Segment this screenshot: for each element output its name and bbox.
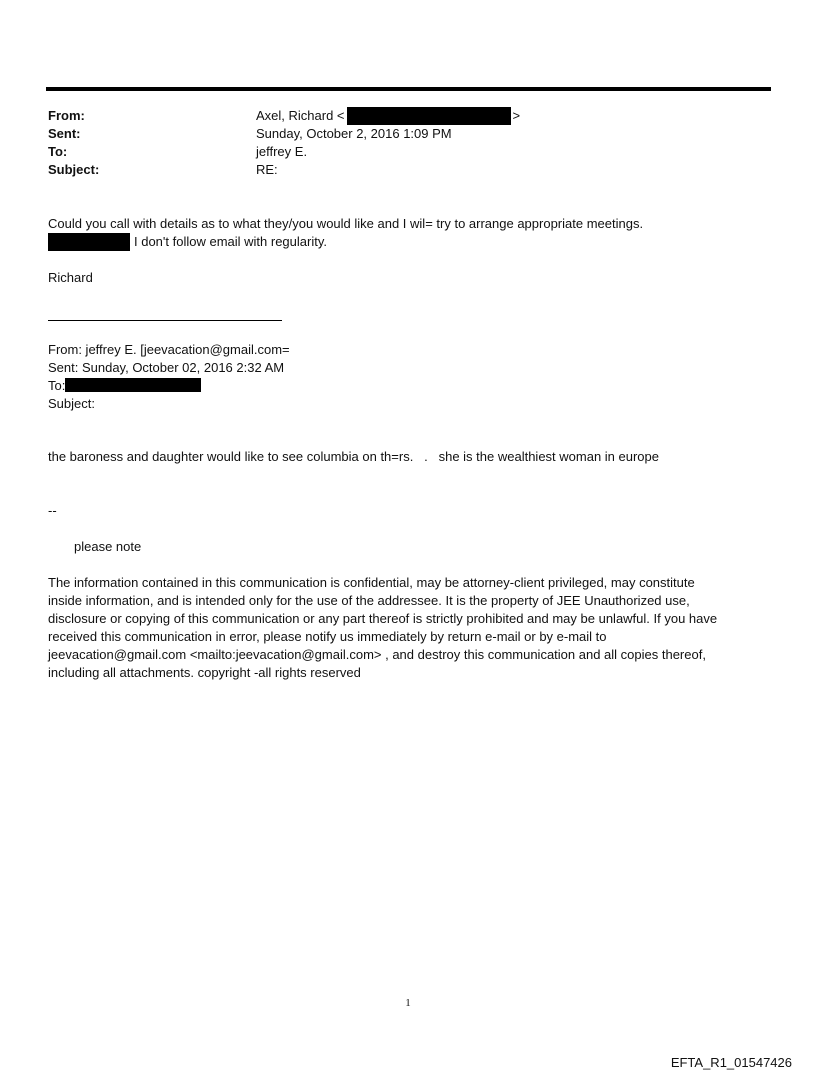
quoted-to-label: To: [48,378,66,393]
please-note-text: please note [74,539,142,554]
to-label: To: [48,144,68,159]
sent-row [48,125,768,143]
reply-line-2-text: I don't follow email with regularity. [134,234,327,249]
disclaimer-line-2: inside information, and is intended only for the use of the addressee. It is the property of JEE Unauthorized use, [48,593,690,608]
disclaimer-line-4: received this communication in error, please notify us immediately by return e-mail or by e-mail to [48,629,607,644]
sent-value: Sunday, October 2, 2016 1:09 PM [256,126,452,141]
quoted-to [48,377,768,395]
subject-label: Subject: [48,162,100,177]
quoted-message-text: the baroness and daughter would like to see columbia on th=rs. . she is the wealthiest woman in europe [48,449,659,464]
redaction-box [48,233,130,251]
redaction-box [347,107,511,125]
to-value: jeffrey E. [256,144,308,159]
quoted-header [48,341,768,413]
to-row [48,143,768,161]
email-header [48,107,768,179]
header-rule [46,87,771,91]
from-value [256,107,520,125]
disclaimer-line-6: including all attachments. copyright -all rights reserved [48,665,361,680]
signature [48,269,768,287]
quoted-subject: Subject: [48,396,95,411]
from-value-end: > [512,108,521,123]
quoted-from: From: jeffrey E. [jeevacation@gmail.com= [48,342,290,357]
redaction-box [65,378,201,392]
page-number: 1 [405,997,411,1009]
separator-line [48,320,282,321]
please-note [74,538,794,556]
from-row [48,107,768,125]
subject-value: RE: [256,162,278,177]
sent-label: Sent: [48,126,81,141]
disclaimer-line-5: jeevacation@gmail.com <mailto:jeevacation@gmail.com> , and destroy this communication and all copies thereof, [48,647,706,662]
document-id: EFTA_R1_01547426 [670,1055,792,1070]
disclaimer [48,574,760,682]
sig-dashes: -- [48,503,57,518]
reply-line-1: Could you call with details as to what they/you would like and I wil= try to arrange appropriate meetings. [48,216,644,231]
disclaimer-line-1: The information contained in this communication is confidential, may be attorney-client privileged, may constitute [48,575,695,590]
quoted-message [48,448,768,466]
subject-row [48,161,768,179]
signature-name: Richard [48,270,93,285]
reply-body [48,215,768,251]
from-label: From: [48,108,85,123]
from-name: Axel, Richard < [256,108,345,123]
disclaimer-line-3: disclosure or copying of this communication or any part thereof is strictly prohibited and may be unlawful. If you have [48,611,718,626]
sig-separator [48,502,768,520]
quoted-sent: Sent: Sunday, October 02, 2016 2:32 AM [48,360,285,375]
reply-line-2 [48,233,768,251]
